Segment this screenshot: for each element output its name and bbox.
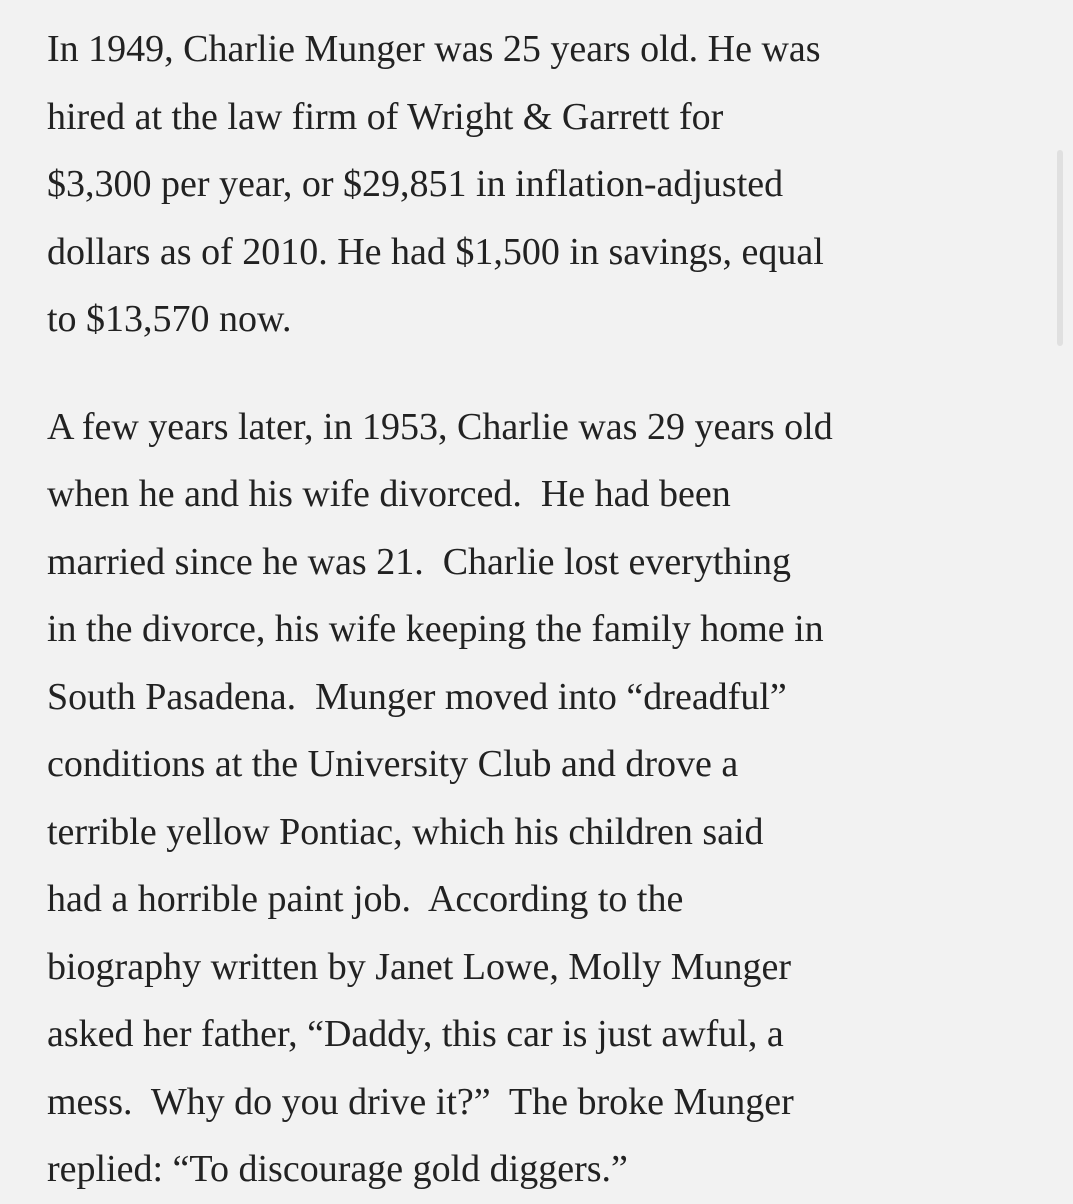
text-line: dollars as of 2010. He had $1,500 in savings, equal <box>47 230 824 273</box>
text-line: in the divorce, his wife keeping the family home in <box>47 608 824 650</box>
text-line: terrible yellow Pontiac, which his children said <box>47 810 764 853</box>
text-line: married since he was 21. Charlie lost everything <box>47 540 791 583</box>
text-line: replied: “To discourage gold diggers.” <box>47 1148 628 1190</box>
text-line: hired at the law firm of Wright & Garrett for <box>47 95 724 138</box>
text-line: In 1949, Charlie Munger was 25 years old. He was <box>47 28 821 70</box>
text-line: $3,300 per year, or $29,851 in inflation-adjusted <box>47 163 784 205</box>
article-body <box>47 16 1047 1204</box>
text-line: to $13,570 now. <box>47 298 292 340</box>
paragraph-1 <box>47 16 1047 354</box>
text-line: A few years later, in 1953, Charlie was 29 years old <box>47 405 833 448</box>
text-line: South Pasadena. Munger moved into “dreadful” <box>47 675 787 718</box>
paragraph-2 <box>47 394 1047 1204</box>
text-line: asked her father, “Daddy, this car is just awful, a <box>47 1013 784 1055</box>
text-line: conditions at the University Club and drove a <box>47 743 739 785</box>
text-line: biography written by Janet Lowe, Molly Munger <box>47 945 792 988</box>
scrollbar[interactable] <box>1057 150 1063 346</box>
text-line: mess. Why do you drive it?” The broke Munger <box>47 1080 794 1123</box>
text-line: when he and his wife divorced. He had been <box>47 473 731 515</box>
text-line: had a horrible paint job. According to the <box>47 878 684 920</box>
